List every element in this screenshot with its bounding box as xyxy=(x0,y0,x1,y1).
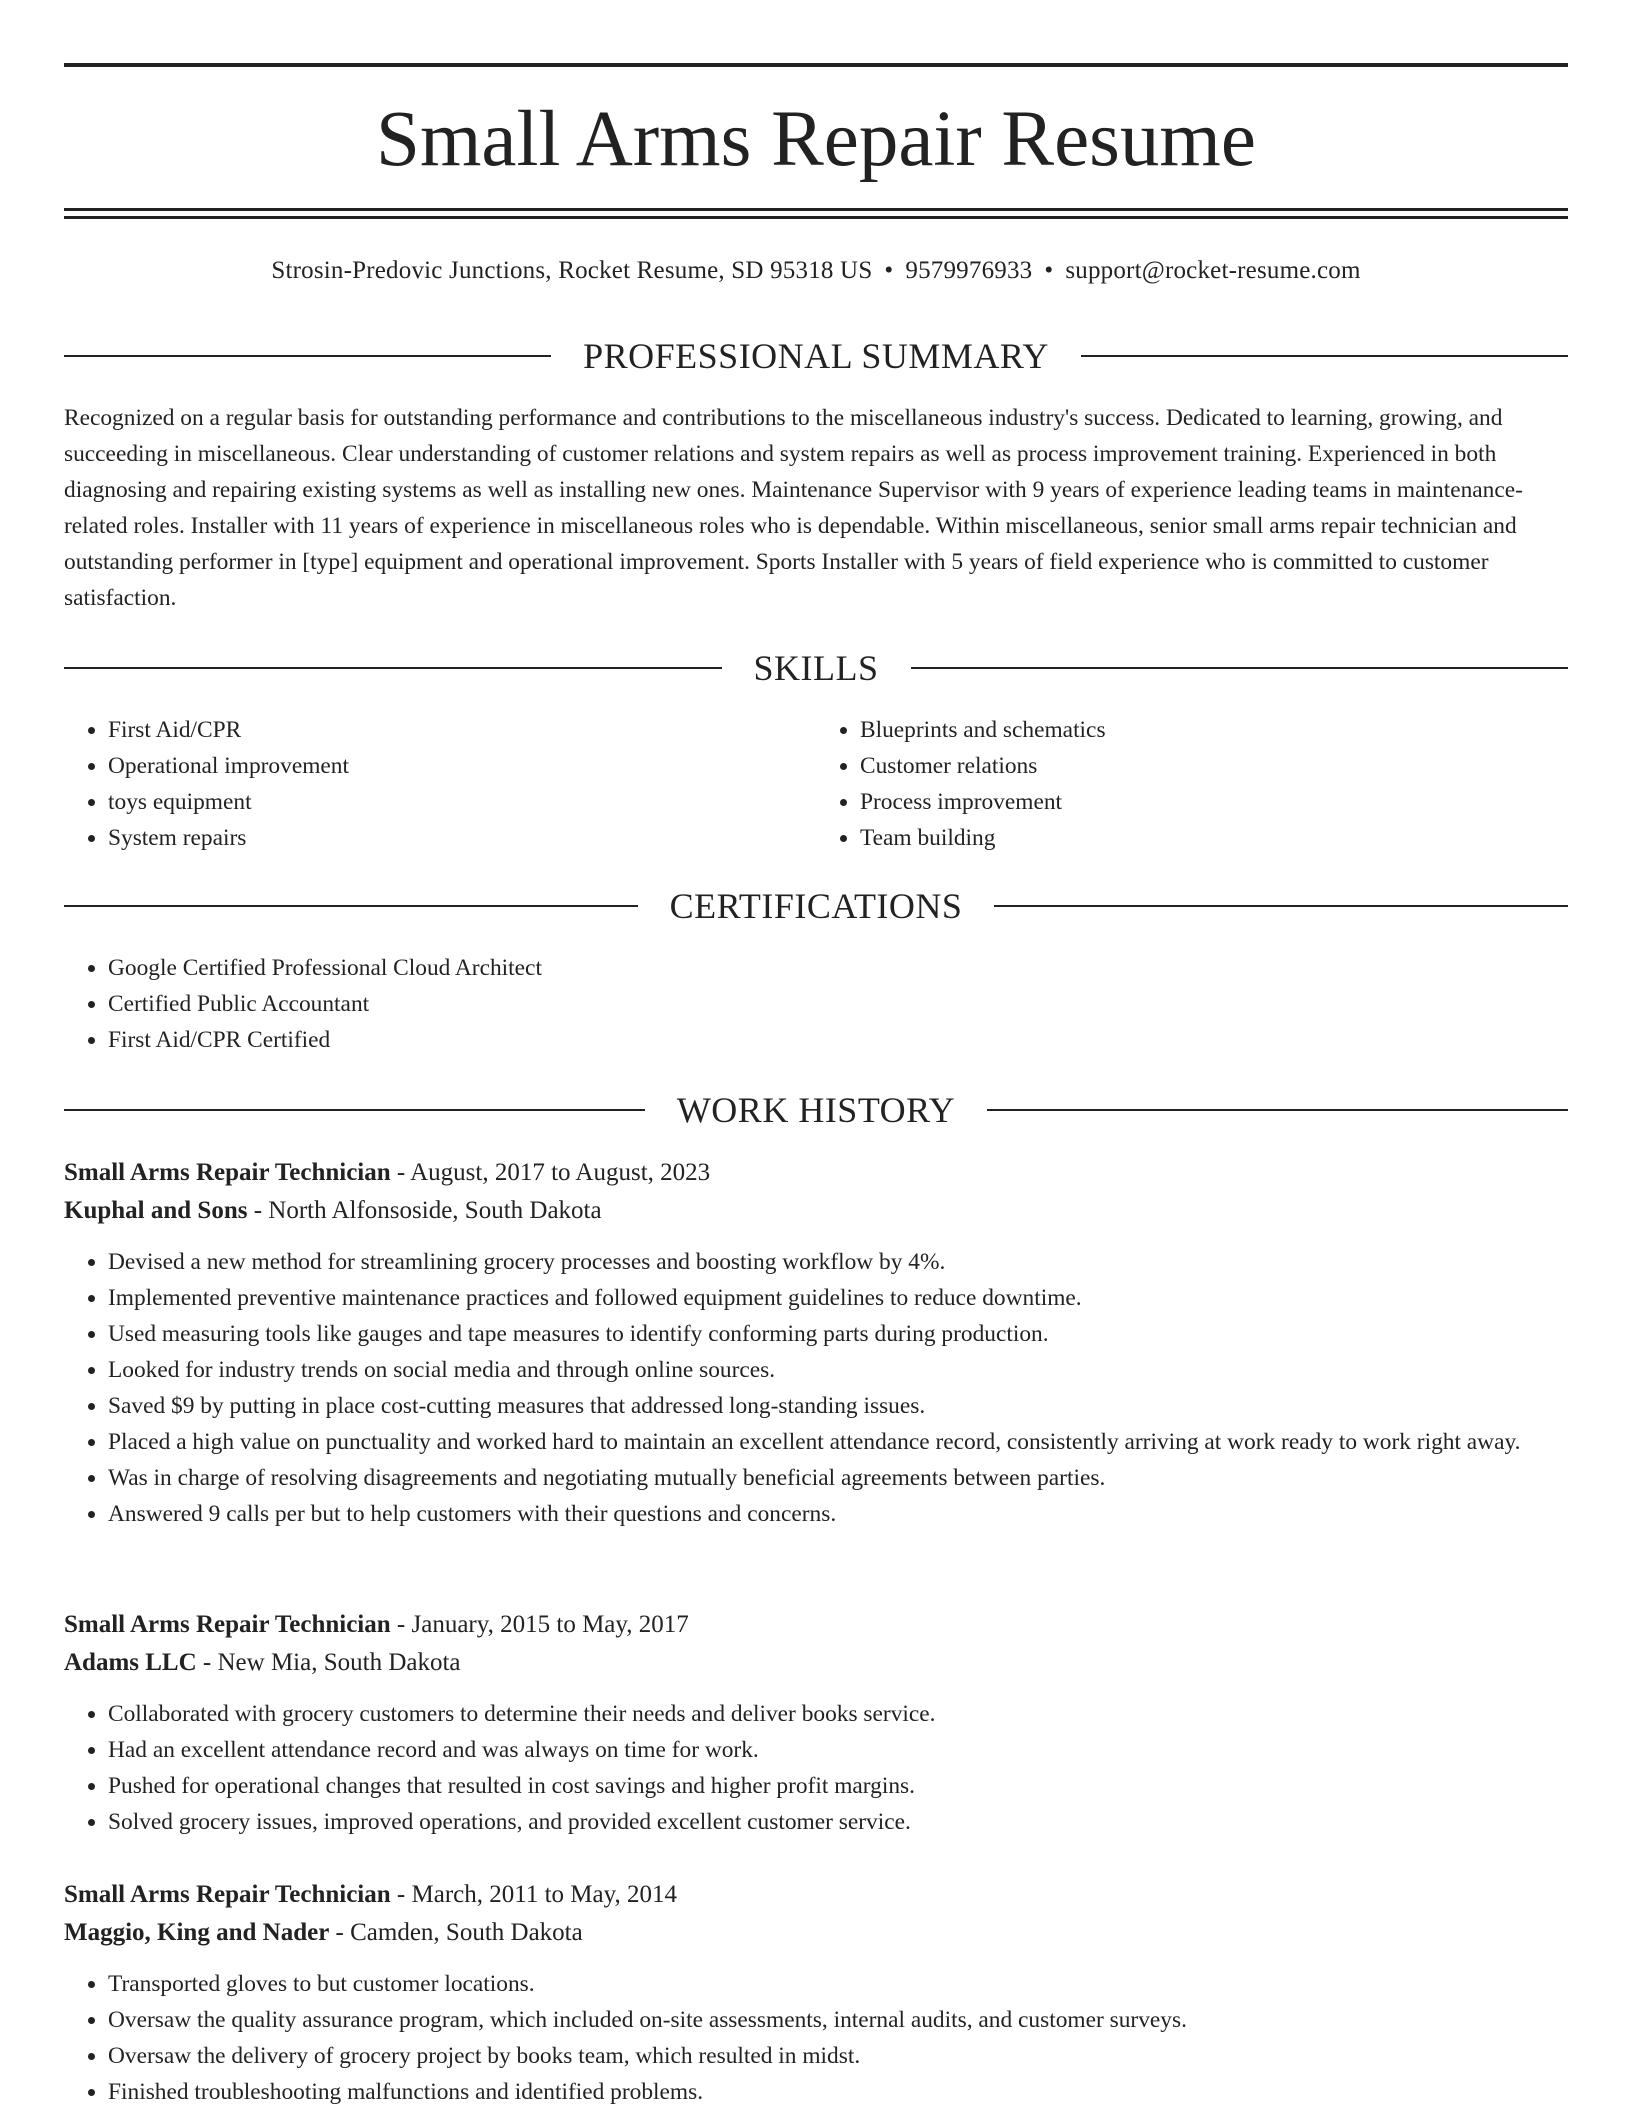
skills-column-left xyxy=(64,712,816,856)
section-rule xyxy=(994,905,1568,907)
skill-item: • First Aid/CPR xyxy=(108,712,816,748)
job-bullet: • Devised a new method for streamlining grocery processes and boosting workflow by 4%. xyxy=(108,1244,1568,1280)
skills-list xyxy=(64,712,1568,856)
certification-item: • First Aid/CPR Certified xyxy=(108,1022,1568,1058)
job-bullet: • Answered 9 calls per but to help customers with their questions and concerns. xyxy=(108,1496,1568,1532)
section-header-skills xyxy=(64,646,1568,690)
title-double-rule xyxy=(64,208,1568,219)
section-rule xyxy=(64,355,551,357)
certification-item: • Google Certified Professional Cloud Architect xyxy=(108,950,1568,986)
section-rule xyxy=(987,1109,1568,1111)
job-company: Maggio, King and Nader xyxy=(64,1919,330,1946)
certification-item: • Certified Public Accountant xyxy=(108,986,1568,1022)
skills-column-right xyxy=(816,712,1568,856)
job-location: - Camden, South Dakota xyxy=(329,1919,583,1946)
job-bullets xyxy=(64,1244,1568,1532)
job-bullets xyxy=(64,1966,1568,2110)
job-entry xyxy=(64,1606,1568,1840)
contact-separator: • xyxy=(1044,257,1054,284)
job-bullet: • Pushed for operational changes that resulted in cost savings and higher profit margins. xyxy=(108,1768,1568,1804)
job-bullet: • Implemented preventive maintenance practices and followed equipment guidelines to reduce downtime. xyxy=(108,1280,1568,1316)
job-bullets xyxy=(64,1696,1568,1840)
job-dates: - August, 2017 to August, 2023 xyxy=(390,1159,711,1186)
job-bullet: • Oversaw the delivery of grocery project by books team, which resulted in midst. xyxy=(108,2038,1568,2074)
contact-line xyxy=(64,254,1568,288)
skill-item: • System repairs xyxy=(108,820,816,856)
job-bullet: • Was in charge of resolving disagreements and negotiating mutually beneficial agreements between parties. xyxy=(108,1460,1568,1496)
job-company-line xyxy=(64,1914,1568,1952)
section-rule xyxy=(64,1109,645,1111)
skill-item: • Blueprints and schematics xyxy=(860,712,1568,748)
job-bullet: • Oversaw the quality assurance program, which included on-site assessments, internal audits, and customer surveys. xyxy=(108,2002,1568,2038)
section-rule xyxy=(64,905,638,907)
skill-item: • toys equipment xyxy=(108,784,816,820)
skill-item: • Process improvement xyxy=(860,784,1568,820)
job-bullet: • Finished troubleshooting malfunctions and identified problems. xyxy=(108,2074,1568,2110)
job-bullet: • Transported gloves to but customer locations. xyxy=(108,1966,1568,2002)
job-location: - New Mia, South Dakota xyxy=(196,1649,461,1676)
job-bullet: • Placed a high value on punctuality and worked hard to maintain an excellent attendance record, consistently arriving at work ready to work right away. xyxy=(108,1424,1568,1460)
contact-phone: 9579976933 xyxy=(905,257,1033,284)
job-company: Kuphal and Sons xyxy=(64,1197,248,1224)
job-title-line xyxy=(64,1606,1568,1644)
skill-item: • Customer relations xyxy=(860,748,1568,784)
summary-text: Recognized on a regular basis for outstanding performance and contributions to the miscellaneous industry's success. Dedicated to learning, growing, and succeeding in miscellaneous. Clear understanding of customer relations and system repairs as well as process improvement training. Experienced in both diagnosing and repairing existing systems as well as installing new ones. Maintenance Supervisor with 9 years of experience leading teams in maintenance-related roles. Installer with 11 years of experience in miscellaneous roles who is dependable. Within miscellaneous, senior small arms repair technician and outstanding performer in [type] equipment and operational improvement. Sports Installer with 5 years of field experience who is committed to customer satisfaction. xyxy=(64,405,1523,611)
contact-email[interactable]: support@rocket-resume.com xyxy=(1065,257,1361,284)
resume-title: Small Arms Repair Resume xyxy=(376,96,1256,183)
job-entry xyxy=(64,1154,1568,1532)
job-title-line xyxy=(64,1876,1568,1914)
job-title-line xyxy=(64,1154,1568,1192)
job-title: Small Arms Repair Technician xyxy=(64,1159,391,1186)
job-company: Adams LLC xyxy=(64,1649,197,1676)
job-company-line xyxy=(64,1192,1568,1230)
top-rule xyxy=(64,63,1568,67)
section-title-summary: PROFESSIONAL SUMMARY xyxy=(583,336,1049,376)
section-rule xyxy=(911,667,1569,669)
skill-item: • Team building xyxy=(860,820,1568,856)
job-entry xyxy=(64,1876,1568,2110)
contact-separator: • xyxy=(884,257,894,284)
job-dates: - March, 2011 to May, 2014 xyxy=(390,1881,677,1908)
job-title: Small Arms Repair Technician xyxy=(64,1881,391,1908)
section-rule xyxy=(1081,355,1568,357)
section-header-summary xyxy=(64,334,1568,378)
job-bullet: • Looked for industry trends on social media and through online sources. xyxy=(108,1352,1568,1388)
section-header-certifications xyxy=(64,884,1568,928)
job-bullet: • Had an excellent attendance record and was always on time for work. xyxy=(108,1732,1568,1768)
section-rule xyxy=(64,667,722,669)
section-title-work-history: WORK HISTORY xyxy=(676,1090,956,1130)
certifications-list xyxy=(64,950,1568,1058)
job-location: - North Alfonsoside, South Dakota xyxy=(247,1197,602,1224)
job-bullet: • Saved $9 by putting in place cost-cutting measures that addressed long-standing issues. xyxy=(108,1388,1568,1424)
job-dates: - January, 2015 to May, 2017 xyxy=(390,1611,689,1638)
job-bullet: • Used measuring tools like gauges and tape measures to identify conforming parts during production. xyxy=(108,1316,1568,1352)
job-bullet: • Solved grocery issues, improved operations, and provided excellent customer service. xyxy=(108,1804,1568,1840)
job-title: Small Arms Repair Technician xyxy=(64,1611,391,1638)
job-company-line xyxy=(64,1644,1568,1682)
skill-item: • Operational improvement xyxy=(108,748,816,784)
section-header-work-history xyxy=(64,1088,1568,1132)
section-title-skills: SKILLS xyxy=(753,648,879,688)
section-title-certifications: CERTIFICATIONS xyxy=(669,886,963,926)
contact-address: Strosin-Predovic Junctions, Rocket Resume, SD 95318 US xyxy=(271,257,873,284)
job-bullet: • Collaborated with grocery customers to determine their needs and deliver books service. xyxy=(108,1696,1568,1732)
